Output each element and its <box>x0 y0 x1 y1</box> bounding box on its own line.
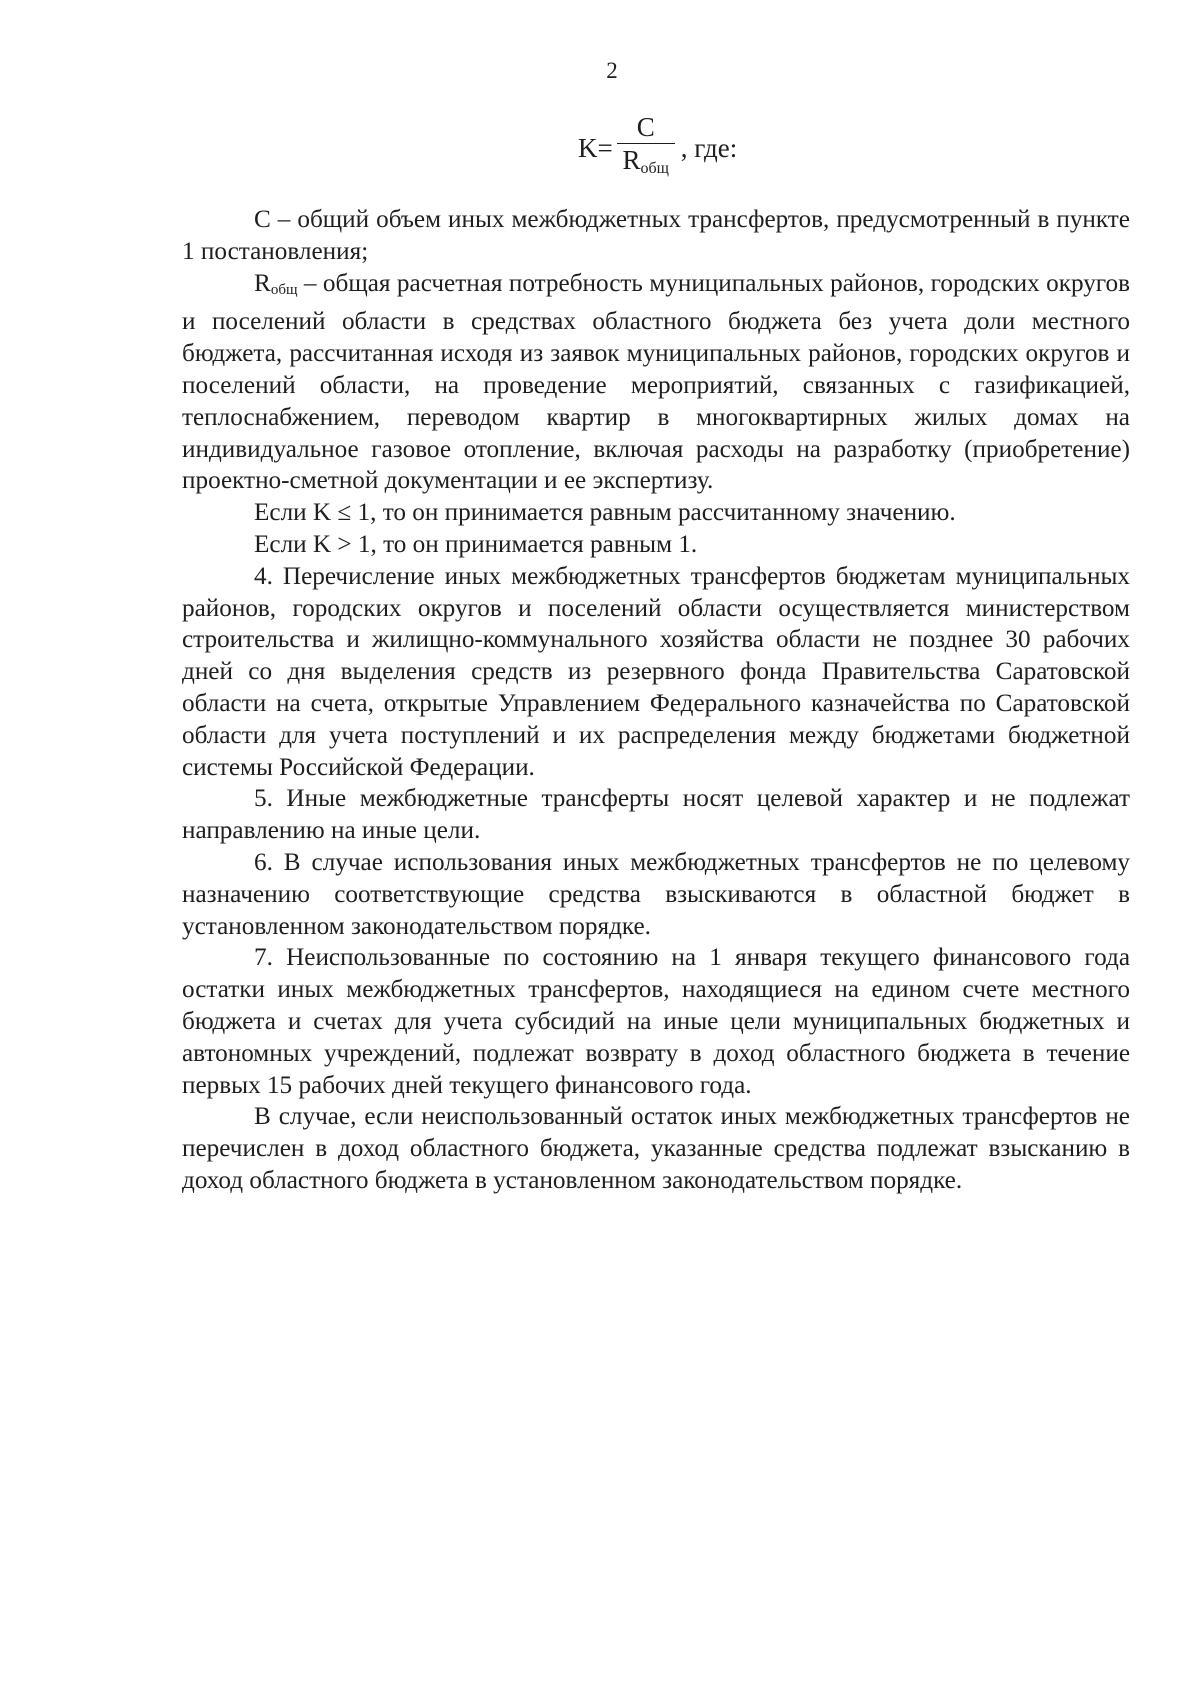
page-number: 2 <box>606 58 618 83</box>
paragraph-item-4: 4. Перечисление иных межбюджетных трансфертов бюджетам муниципальных районов, городских округов и поселений области осуществляется министерством строительства и жилищно-коммунального хозяйства области не позднее 30 рабочих дней со дня выделения средств из резервного фонда Правительства Саратовской области на счета, открытые Управлением Федерального казначейства по Саратовской области для учета поступлений и их распределения между бюджетами бюджетной системы Российской Федерации. <box>182 562 1130 781</box>
paragraph-r-definition <box>182 268 1130 498</box>
r-symbol: R <box>254 269 271 297</box>
formula-denominator-subscript: общ <box>640 160 669 177</box>
paragraph-item-6: 6. В случае использования иных межбюджетных трансфертов не по целевому назначению соответствующие средства взыскиваются в областной бюджет в установленном законодательством порядке. <box>182 848 1130 940</box>
formula-tail: , где: <box>680 132 738 163</box>
r-definition-text: – общая расчетная потребность муниципальных районов, городских округов и поселений области в средствах областного бюджета без учета доли местного бюджета, рассчитанная исходя из заявок муниципальных районов, городских округов и поселений области, на проведение мероприятий, связанных с газификацией, теплоснабжением, переводом квартир в многоквартирных жилых домах на индивидуальное газовое отопление, включая расходы на разработку (приобретение) проектно-сметной документации и ее экспертизу. <box>182 269 1130 495</box>
formula-denominator <box>623 144 669 184</box>
r-subscript: общ <box>270 281 298 298</box>
paragraph-unused-remainder: В случае, если неиспользованный остаток иных межбюджетных трансфертов не перечислен в доход областного бюджета, указанные средства подлежат взысканию в доход областного бюджета в установленном законодательством порядке. <box>182 1103 1130 1194</box>
formula-numerator: C <box>617 112 675 144</box>
paragraph-item-5: 5. Иные межбюджетные трансферты носят целевой характер и не подлежат направлению на иные цели. <box>182 785 1130 845</box>
paragraph-item-7: 7. Неиспользованные по состоянию на 1 января текущего финансового года остатки иных межбюджетных трансфертов, находящиеся на едином счете местного бюджета и счетах для учета субсидий на иные цели муниципальных бюджетных и автономных учреждений, подлежат возврату в доход областного бюджета в течение первых 15 рабочих дней текущего финансового года. <box>182 944 1130 1099</box>
formula-denominator-symbol: R <box>622 145 641 175</box>
paragraph-k-le-1: Если K ≤ 1, то он принимается равным рассчитанному значению. <box>254 499 956 527</box>
paragraph-k-gt-1: Если K > 1, то он принимается равным 1. <box>254 530 698 558</box>
coefficient-formula <box>578 112 737 184</box>
formula-fraction <box>617 112 675 184</box>
formula-lhs: K= <box>578 132 613 163</box>
document-body <box>182 204 1130 1197</box>
paragraph-c-definition: С – общий объем иных межбюджетных трансфертов, предусмотренный в пункте 1 постановления; <box>182 206 1130 265</box>
